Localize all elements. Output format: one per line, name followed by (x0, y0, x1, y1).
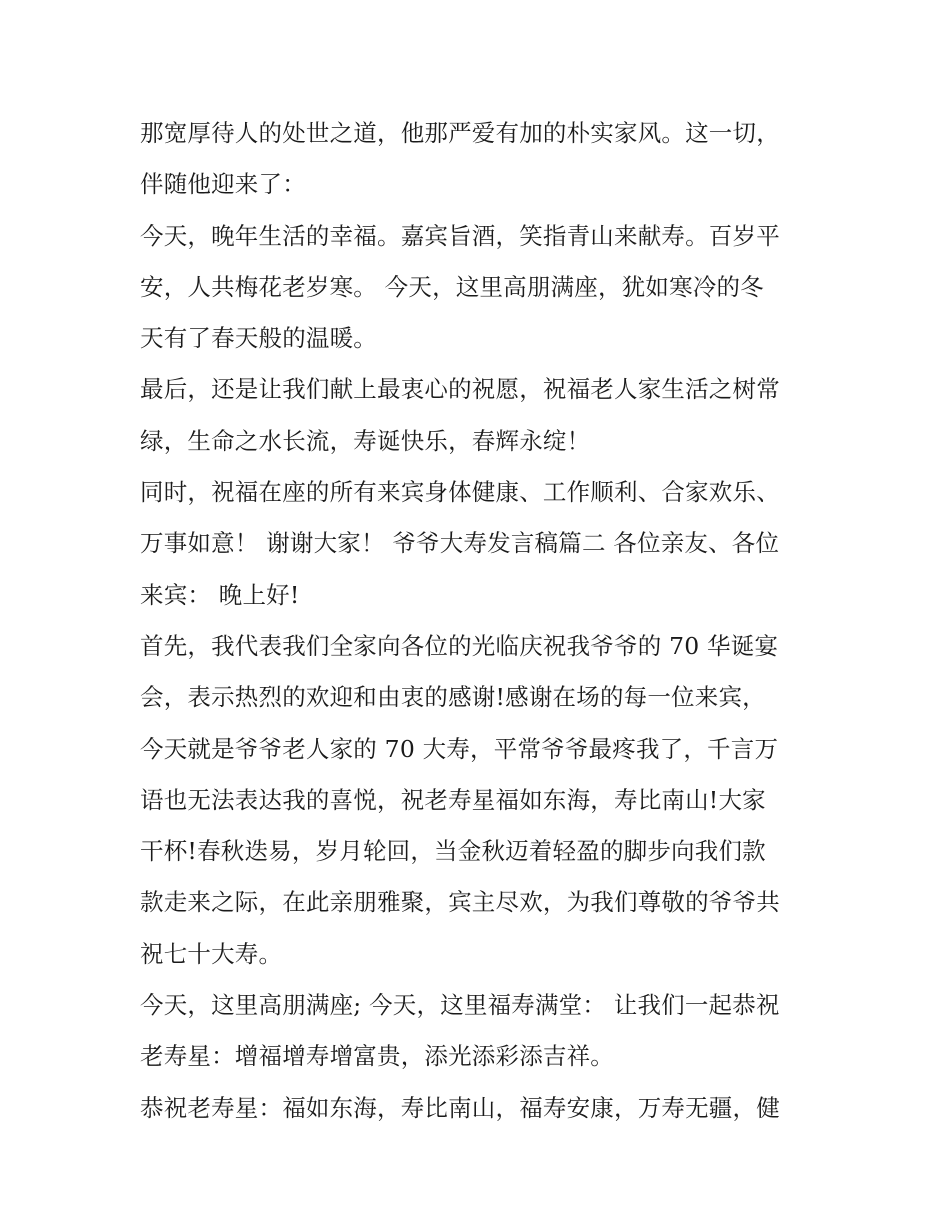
text-line: 款走来之际，在此亲朋雅聚，宾主尽欢，为我们尊敬的爷爷共 (140, 888, 780, 917)
text-line: 安，人共梅花老岁寒。 今天，这里高朋满座，犹如寒冷的冬 (140, 272, 764, 301)
text-line: 今天，晚年生活的幸福。嘉宾旨酒，笑指青山来献寿。百岁平 (140, 221, 780, 250)
text-line: 那宽厚待人的处世之道，他那严爱有加的朴实家风。这一切， (140, 119, 780, 147)
text-line: 首先，我代表我们全家向各位的光临庆祝我爷爷的 70 华诞宴 (140, 631, 779, 660)
text-line: 来宾： 晚上好! (140, 580, 300, 609)
text-line: 祝七十大寿。 (140, 939, 283, 968)
text-line: 伴随他迎来了： (140, 170, 306, 199)
text-line: 最后，还是让我们献上最衷心的祝愿，祝福老人家生活之树常 (140, 375, 780, 404)
text-line: 今天就是爷爷老人家的 70 大寿，平常爷爷最疼我了，千言万 (140, 734, 779, 763)
text-line: 绿，生命之水长流，寿诞快乐，春辉永绽！ (140, 426, 591, 455)
document-body (140, 108, 820, 1134)
text-line: 恭祝老寿星：福如东海，寿比南山，福寿安康，万寿无疆，健 (140, 1093, 780, 1122)
text-line: 万事如意！ 谢谢大家！ 爷爷大寿发言稿篇二 各位亲友、各位 (140, 529, 780, 558)
text-line: 天有了春天般的温暖。 (140, 324, 377, 353)
text-line: 老寿星：增福增寿增富贵，添光添彩添吉祥。 (140, 1042, 614, 1071)
text-line: 会，表示热烈的欢迎和由衷的感谢!感谢在场的每一位来宾， (140, 683, 766, 712)
text-line: 语也无法表达我的喜悦，祝老寿星福如东海，寿比南山!大家 (140, 785, 766, 814)
text-line: 干杯!春秋迭易，岁月轮回，当金秋迈着轻盈的脚步向我们款 (140, 837, 766, 866)
text-line: 今天，这里高朋满座; 今天，这里福寿满堂： 让我们一起恭祝 (140, 991, 780, 1020)
text-line: 同时，祝福在座的所有来宾身体健康、工作顺利、合家欢乐、 (140, 478, 780, 507)
